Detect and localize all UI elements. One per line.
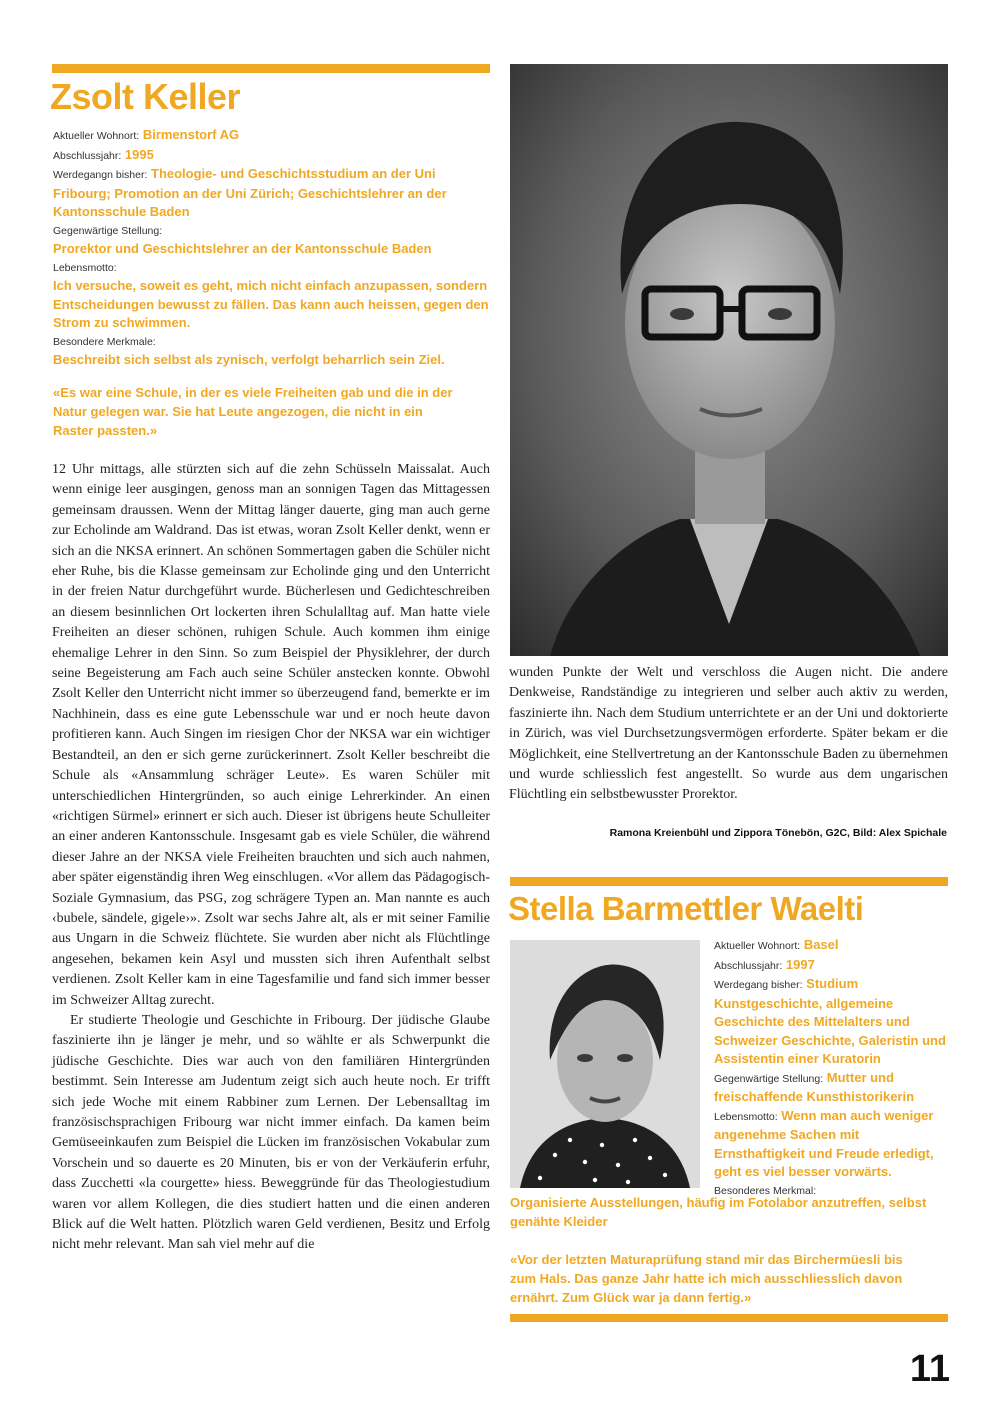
profile1-article-body [52, 460, 490, 1256]
fact-stellung-value: Prorektor und Geschichtslehrer an der Kantonsschule Baden [53, 241, 432, 256]
portrait-photo-stella-barmettler [510, 940, 700, 1188]
profile1-quote: «Es war eine Schule, in der es viele Freiheiten gab und die in der Natur gelegen war. Sie hat Leute angezogen, die nicht in ein Raster passten.» [53, 385, 453, 438]
article-paragraph-2: Er studierte Theologie und Geschichte in Fribourg. Der jüdische Glaube faszinierte ihn je länger je mehr, und so wählte er als Schwerpunkt die jüdische Geschichte. Dies war auch von den familiären Hintergründen bestimmt. Sein Interesse am Judentum zeigt sich auch heute noch. Er trifft sich jede Woche mit einem Rabbiner zum Lernen. Der Lebensalltag im französischsprachigen Fribourg war nicht immer einfach. Da kamen beim Gemüseeinkaufen zum Beispiel die Lücken im französischen Vokabular zum Vorschein und so dauerte es 20 Minuten, bis er von der Verkäuferin erfuhr, dass Zucchetti «la courgette» hiess. Beweggründe für das Theologiestudium waren vor allem Kollegen, die dies studiert hatten und die einen anderen Blick auf die Welt hatten. Plötzlich waren Geld verdienen, Besitz und Erfolg nicht mehr relevant. Man sah viel mehr auf die [52, 1012, 490, 1253]
fact-lebensmotto-label: Lebensmotto: [53, 261, 117, 274]
bottom-bar-profile2 [510, 1314, 948, 1322]
profile2-facts [714, 936, 950, 1200]
profile2-merkmal-value: Organisierte Ausstellungen, häufig im Fotolabor anzutreffen, selbst genähte Kleider [510, 1195, 927, 1229]
article-paragraph-1: 12 Uhr mittags, alle stürzten sich auf die zehn Schüsseln Maissalat. Auch wenn einige leer ausgingen, genoss man an sonnigen Tagen das Mittagessen gemeinsam draussen. Wenn der Mittag länger dauerte, ging man auch gerne zur Echolinde am Waldrand. Das ist etwas, woran Zsolt Keller denkt, wenn er sich an die NKSA erinnert. An schönen Sommertagen gaben die Schüler nicht eher Ruhe, bis die Klasse gemeinsam zur Echolinde ging und den Unterricht in der freien Natur durchgeführt wurde. Bücherlesen und Gedichteschreiben an diesem besinnlichen Ort lockerten ihren Schulalltag auf. Man hatte viele Freiheiten an dieser schönen, ruhigen Schule. Auch kommen ihm einige ehemalige Lehrer in den Sinn. So zum Beispiel der Physiklehrer, der durch seine Begeisterung am Fach auch seine Schüler anstecken konnte. Obwohl Zsolt Keller den Unterricht nicht immer so überzeugend fand, bemerkte er im Nachhinein, dass es eine gute Lebensschule war und er noch heute davon profitieren kann. Auch Singen im riesigen Chor der NKSA war ein wichtiger Bestandteil, an den er sich gerne zurückerinnert. Zsolt Keller beschreibt die Schule als «Ansammlung schräger Leute». Es waren Schüler mit unterschiedlichen Hintergründen, so auch einige Lehrerkinder. An einen «richtigen Sürmel» erinnert er sich auch. Dieser ist übrigens heute Schulleiter an einer anderen Kantonsschule. Insgesamt gab es viele Schüler, die während dieser Jahre an der NKSA viele Freiheiten brauchten und sich auch nahmen, aber später eigenständig ihren Weg einschlugen. «Vor allem das Pädagogisch-Soziale Gymnasium, das PSG, zog schrägere Typen an. Man nannte es auch ‹bubele, sändele, gigele›». Zsolt war sechs Jahre alt, als er mit seiner Familie aus Ungarn in die Schweiz flüchtete. Sie wurden aber nicht als Flüchtlinge angesehen, bekamen kein Asyl und mussten sich ihren Aufenthalt selbst verdienen. Zsolt Keller kam in eine Tagesfamilie und fand sich immer besser im Schweizer Alltag zurecht. [52, 462, 490, 1008]
fact-stellung-2: Gegenwärtige Stellung: Mutter und freischaffende Kunsthistorikerin [714, 1069, 915, 1104]
article-credit: Ramona Kreienbühl und Zippora Tönebön, G2C, Bild: Alex Spichale [609, 827, 947, 839]
fact-abschlussjahr: Abschlussjahr: 1995 [53, 146, 154, 162]
fact-werdegang-2: Werdegang bisher: Studium Kunstgeschichte, allgemeine Geschichte des Mittelalters und Schweizer Geschichte, Galeristin und Assistentin einer Kuratorin [714, 976, 946, 1066]
fact-abschlussjahr-2: Abschlussjahr: 1997 [714, 956, 815, 972]
title-bar-profile2 [510, 877, 948, 886]
article-continuation: wunden Punkte der Welt und verschloss die Augen nicht. Die andere Denkweise, Randständige zu integrieren und selber auch aktiv zu werden, faszinierte ihn. Nach dem Studium unterrichtete er an der Uni und doktorierte in Zürich, was viel Durchsetzungsvermögen erforderte. Später bekam er die Möglichkeit, eine Stellvertretung an der Kantonsschule Baden zu übernehmen und wurde schliesslich fest angestellt. So wurde aus dem ungarischen Flüchtling ein selbstbewusster Prorektor. [509, 665, 948, 803]
fact-merkmal-label-2: Besonderes Merkmal: [714, 1184, 817, 1197]
fact-stellung-label: Gegenwärtige Stellung: [53, 224, 163, 237]
fact-merkmale-value: Beschreibt sich selbst als zynisch, verfolgt beharrlich sein Ziel. [53, 352, 445, 367]
profile1-facts [53, 126, 490, 370]
portrait-photo-zsolt-keller [510, 64, 948, 656]
profile2-name: Stella Barmettler Waelti [508, 890, 864, 927]
profile2-quote: «Vor der letzten Maturaprüfung stand mir das Birchermüesli bis zum Hals. Das ganze Jahr hatte ich mich ausschliesslich davon ernährt. Zum Glück war ja dann fertig.» [510, 1252, 903, 1305]
page-number: 11 [909, 1348, 950, 1390]
fact-lebensmotto-value: Ich versuche, soweit es geht, mich nicht einfach anzupassen, sondern Entscheidungen bewusst zu fällen. Das kann auch heissen, gegen den Strom zu schwimmen. [53, 278, 489, 330]
fact-werdegang: Werdegangn bisher: Theologie- und Geschichtsstudium an der Uni Fribourg; Promotion an der Uni Zürich; Geschichtslehrer an der Kantonsschule Baden [53, 166, 447, 219]
fact-wohnort: Aktueller Wohnort: Birmenstorf AG [53, 127, 240, 142]
fact-wohnort-2: Aktueller Wohnort: Basel [714, 937, 839, 952]
title-bar-top [52, 64, 490, 73]
profile1-name: Zsolt Keller [50, 76, 241, 117]
fact-lebensmotto-2: Lebensmotto: Wenn man auch weniger angenehme Sachen mit Ernsthaftigkeit und Freude erledigt, geht es viel besser vorwärts. [714, 1107, 934, 1179]
fact-merkmale-label: Besondere Merkmale: [53, 335, 156, 348]
